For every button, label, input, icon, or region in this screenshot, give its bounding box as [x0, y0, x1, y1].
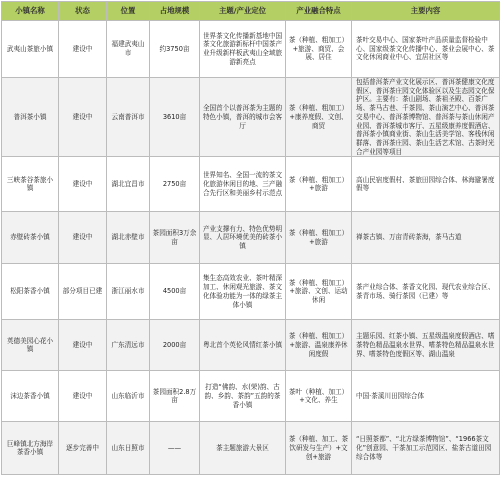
town-name: 普洱茶小镇: [2, 78, 59, 157]
status-cell: 建设中: [59, 320, 107, 371]
location-cell: 山东日照市: [107, 422, 150, 475]
status-cell: 部分项目已建: [59, 264, 107, 320]
content-cell: 茶产业综合体、茶香文化园、现代农业综合区、茶青市场、骑行茶园（已建）等: [352, 264, 500, 320]
header-feature: 产业融合特点: [286, 2, 352, 21]
table-row: [2, 371, 500, 422]
header-area: 占地规模: [150, 2, 200, 21]
theme-cell: 世界茶文化传播新基地中国茶文化旅游新标杆中国茶产业升级新样板武夷山全域旅游新亮点: [200, 21, 286, 78]
town-name: 沫边茶香小镇: [2, 371, 59, 422]
tea-town-table: [1, 1, 500, 475]
table-row: [2, 422, 500, 475]
theme-cell: 茶主题旅游大景区: [200, 422, 286, 475]
status-cell: 建设中: [59, 157, 107, 212]
town-name: 松阳茶香小镇: [2, 264, 59, 320]
content-cell: “日照茶都”、“北方绿茶博物馆”、“1966茶文化”创意园、干茶加工示范园区、盐茶古道田园综合体等: [352, 422, 500, 475]
content-cell: 高山民宿度假村、茶旅田园综合体、林海避暑度假等: [352, 157, 500, 212]
location-cell: 山东临沂市: [107, 371, 150, 422]
area-cell: 2000亩: [150, 320, 200, 371]
theme-cell: 粤北首个英伦风情红茶小镇: [200, 320, 286, 371]
header-status: 状态: [59, 2, 107, 21]
content-cell: 主题乐园、红茶小镇、五星级温泉度假酒店、嗜茶特色精品温泉水世界、嗜茶特色精品温泉水世界、嗜茶特色度假区等、湖山温泉: [352, 320, 500, 371]
theme-cell: 打造“佛韵、水(荣)韵、古韵、乡韵、茶韵”五韵的茶香小镇: [200, 371, 286, 422]
location-cell: 湖北赤壁市: [107, 212, 150, 264]
location-cell: 广东清远市: [107, 320, 150, 371]
header-content: 主要内容: [352, 2, 500, 21]
table-row: [2, 157, 500, 212]
header-row: [2, 2, 500, 21]
content-cell: 禅茶古镇、万亩青砖茶海，茶马古道: [352, 212, 500, 264]
table-row: [2, 21, 500, 78]
status-cell: 建设中: [59, 21, 107, 78]
content-cell: 中国·茶溪川田园综合体: [352, 371, 500, 422]
feature-cell: 茶叶（种植、加工）+文化、养生: [286, 371, 352, 422]
content-cell: 包括普洱茶产业文化展示区、普洱茶健康文化度假区、普洱茶庄园文化体验区以及生态园文化保护区。主要有：茶山剧场、茶祖圣殿、百茶广场、茶马古巷、千茶园、茶山演艺中心、普洱茶交易中心、普洱茶博物馆、普洱茶与茶山休闲产业园、普洱茶城市客厅、五星级康养度假酒店、普洱茶小镇商业街、茶山生活美学馆、客栈休闲群落、普洱茶庄园、茶山生活艺术馆、古茶时光合产业园等项目: [352, 78, 500, 157]
table-row: [2, 78, 500, 157]
content-cell: 茶叶交易中心、国家茶叶产品质量监督检验中心、国家级茶文化传播中心、茶业会展中心、茶文化休闲商业中心、宜居社区等: [352, 21, 500, 78]
area-cell: 茶园面积2.8万亩: [150, 371, 200, 422]
feature-cell: 茶（种植、加工、茶饮研发与生产）+文创+旅游: [286, 422, 352, 475]
area-cell: 4500亩: [150, 264, 200, 320]
table-row: [2, 212, 500, 264]
status-cell: 建设中: [59, 212, 107, 264]
theme-cell: 产业支撑有力、特色优势明显、人居环境优美的砖茶小镇: [200, 212, 286, 264]
town-name: 赤壁砖茶小镇: [2, 212, 59, 264]
area-cell: 约3750亩: [150, 21, 200, 78]
header-name: 小镇名称: [2, 2, 59, 21]
header-theme: 主题/产业定位: [200, 2, 286, 21]
status-cell: 建设中: [59, 371, 107, 422]
table-row: [2, 320, 500, 371]
feature-cell: 茶（种植、粗加工）+旅游、商贸、会展、居住: [286, 21, 352, 78]
location-cell: 云南普洱市: [107, 78, 150, 157]
status-cell: 建设中: [59, 78, 107, 157]
area-cell: 茶园面积3万余亩: [150, 212, 200, 264]
theme-cell: 集生态高效农业、茶叶精深加工、休闲观光旅游、茶文化体验功能为一体的绿茶主体小镇: [200, 264, 286, 320]
status-cell: 逐步完善中: [59, 422, 107, 475]
town-name: 巨峰镇北方海岸茶香小镇: [2, 422, 59, 475]
town-name: 武夷山茶旅小镇: [2, 21, 59, 78]
feature-cell: 茶（种植、粗加工）+旅游、文创、运动休闲: [286, 264, 352, 320]
theme-cell: 世界知名、全国一流的茶文化旅游休闲目的地、三产融合先行区和美丽乡村示范点: [200, 157, 286, 212]
table-row: [2, 264, 500, 320]
feature-cell: 茶（种植、粗加工）+旅游、温泉康养休闲度假: [286, 320, 352, 371]
area-cell: ——: [150, 422, 200, 475]
town-name: 三峡茶谷茶旅小镇: [2, 157, 59, 212]
location-cell: 福建武夷山市: [107, 21, 150, 78]
area-cell: 2750亩: [150, 157, 200, 212]
location-cell: 湖北宜昌市: [107, 157, 150, 212]
location-cell: 浙江丽水市: [107, 264, 150, 320]
area-cell: 3610亩: [150, 78, 200, 157]
feature-cell: 茶（种植、粗加工）+康养度假、文创、商贸: [286, 78, 352, 157]
feature-cell: 茶（种植、粗加工）+旅游: [286, 212, 352, 264]
feature-cell: 茶（种植、粗加工）+旅游: [286, 157, 352, 212]
header-location: 位置: [107, 2, 150, 21]
town-name: 英德美园心花小镇: [2, 320, 59, 371]
theme-cell: 全国首个以普洱茶为主题的特色小镇，普洱的城市会客厅: [200, 78, 286, 157]
